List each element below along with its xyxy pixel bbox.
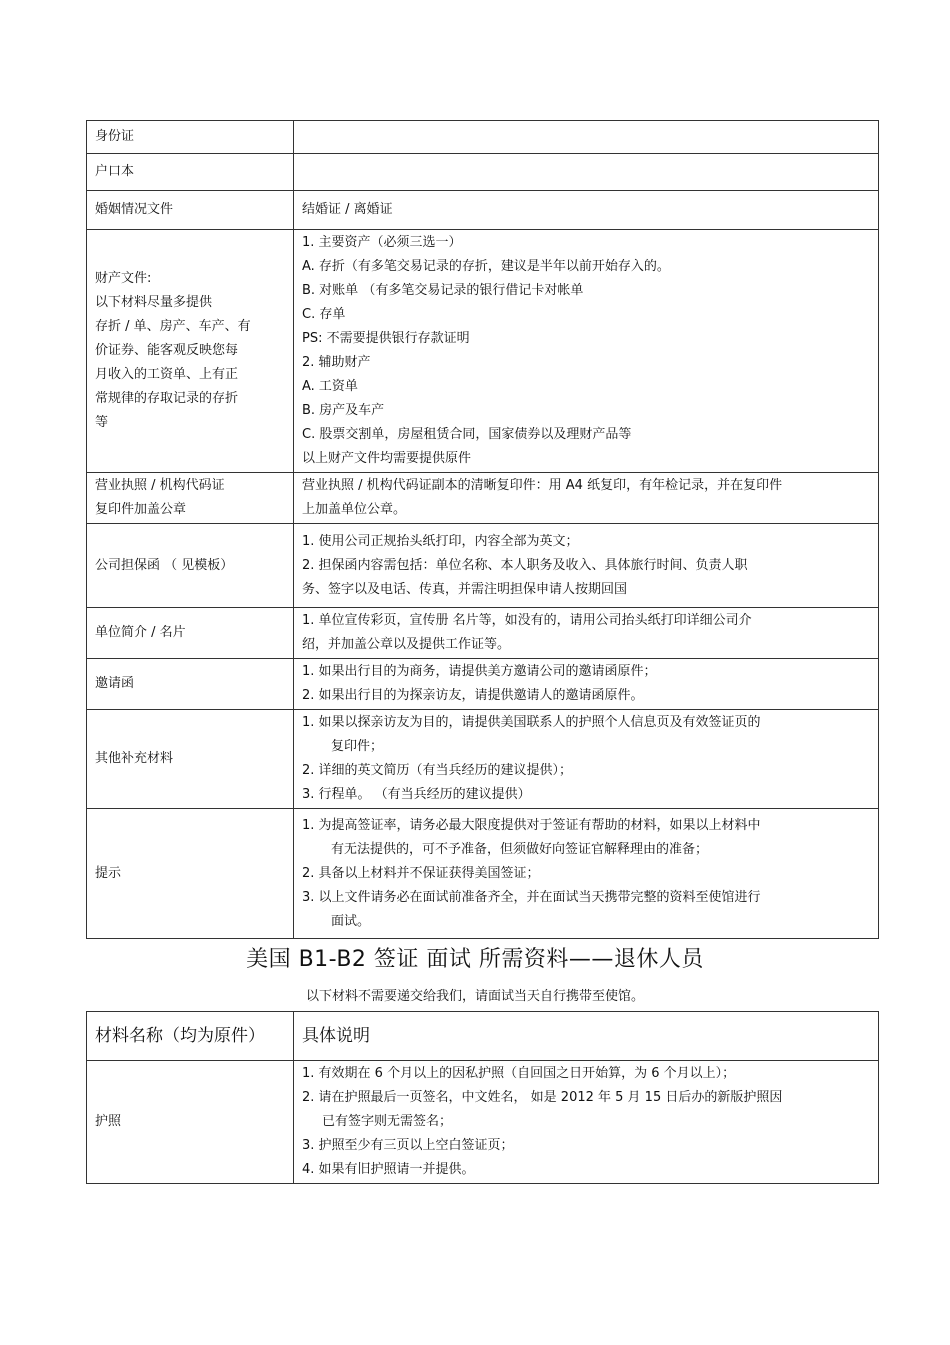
table-row bbox=[87, 154, 879, 191]
table-row bbox=[87, 659, 879, 710]
row-content bbox=[294, 154, 879, 191]
table-row bbox=[87, 473, 879, 524]
row-content: 营业执照 / 机构代码证副本的清晰复印件：用 A4 纸复印，有年检记录，并在复印件 上加盖单位公章。 bbox=[294, 473, 879, 524]
table-row bbox=[87, 524, 879, 608]
table-row bbox=[87, 230, 879, 473]
table-row bbox=[87, 1061, 879, 1184]
row-label: 提示 bbox=[87, 809, 294, 939]
row-content: 1. 有效期在 6 个月以上的因私护照（自回国之日开始算，为 6 个月以上）； 2. 请在护照最后一页签名，中文姓名， 如是 2012 年 5 月 15 日后办的新版护照因 已有签字则无需签名； 3. 护照至少有三页以上空白签证页； 4. 如果有旧护照请一并提供。 bbox=[294, 1061, 879, 1184]
table-row bbox=[87, 809, 879, 939]
table-row bbox=[87, 191, 879, 230]
row-content: 1. 如果出行目的为商务，请提供美方邀请公司的邀请函原件； 2. 如果出行目的为探亲访友，请提供邀请人的邀请函原件。 bbox=[294, 659, 879, 710]
table-row bbox=[87, 608, 879, 659]
table-header-row bbox=[87, 1012, 879, 1061]
row-content: 1. 单位宣传彩页，宣传册 名片等，如没有的，请用公司抬头纸打印详细公司介 绍，并加盖公章以及提供工作证等。 bbox=[294, 608, 879, 659]
retiree-materials-table bbox=[86, 1011, 879, 1184]
column-header-name: 材料名称（均为原件） bbox=[87, 1012, 294, 1061]
row-label: 户口本 bbox=[87, 154, 294, 191]
row-label: 营业执照 / 机构代码证 复印件加盖公章 bbox=[87, 473, 294, 524]
row-label: 公司担保函 （ 见模板） bbox=[87, 524, 294, 608]
column-header-details: 具体说明 bbox=[294, 1012, 879, 1061]
row-content: 1. 使用公司正规抬头纸打印，内容全部为英文； 2. 担保函内容需包括：单位名称、本人职务及收入、具体旅行时间、负责人职 务、签字以及电话、传真，并需注明担保申请人按期回国 bbox=[294, 524, 879, 608]
row-label: 婚姻情况文件 bbox=[87, 191, 294, 230]
row-label: 护照 bbox=[87, 1061, 294, 1184]
section-title: 美国 B1-B2 签证 面试 所需资料——退休人员 bbox=[246, 947, 704, 972]
table-row bbox=[87, 710, 879, 809]
row-content: 1. 为提高签证率，请务必最大限度提供对于签证有帮助的材料，如果以上材料中 有无法提供的，可不予准备，但须做好向签证官解释理由的准备； 2. 具备以上材料并不保证获得美国签证； 3. 以上文件请务必在面试前准备齐全，并在面试当天携带完整的资料至使馆进行 面试。 bbox=[294, 809, 879, 939]
row-label: 邀请函 bbox=[87, 659, 294, 710]
row-label: 身份证 bbox=[87, 121, 294, 154]
row-label: 其他补充材料 bbox=[87, 710, 294, 809]
row-label: 财产文件: 以下材料尽量多提供 存折 / 单、房产、车产、有 价证券、能客观反映您每 月收入的工资单、上有正 常规律的存取记录的存折 等 bbox=[87, 230, 294, 473]
row-content: 1. 如果以探亲访友为目的，请提供美国联系人的护照个人信息页及有效签证页的 复印件； 2. 详细的英文简历（有当兵经历的建议提供）； 3. 行程单。 （有当兵经历的建议提供） bbox=[294, 710, 879, 809]
row-content bbox=[294, 121, 879, 154]
table-row bbox=[87, 121, 879, 154]
row-content: 结婚证 / 离婚证 bbox=[294, 191, 879, 230]
materials-table bbox=[86, 120, 879, 939]
row-label: 单位简介 / 名片 bbox=[87, 608, 294, 659]
row-content: 1. 主要资产（必须三选一） A. 存折（有多笔交易记录的存折，建议是半年以前开始存入的。 B. 对账单 （有多笔交易记录的银行借记卡对帐单 C. 存单 PS: 不需要提供银行存款证明 2. 辅助财产 A. 工资单 B. 房产及车产 C. 股票交割单，房屋租赁合同，国家债券以及理财产品等 以上财产文件均需要提供原件 bbox=[294, 230, 879, 473]
section-note: 以下材料不需要递交给我们，请面试当天自行携带至使馆。 bbox=[305, 989, 644, 1004]
